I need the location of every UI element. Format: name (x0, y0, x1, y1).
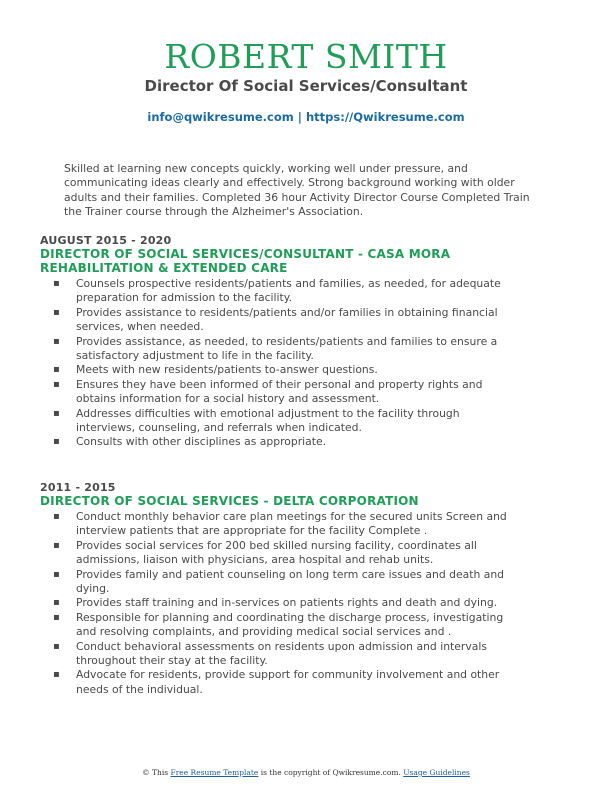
contact-line (0, 110, 612, 124)
summary-paragraph: Skilled at learning new concepts quickly, working well under pressure, and communicating ideas clearly and effectively. Strong background working with older adults and their families. Completed 36 hour Activity Director Course Completed Train the Trainer course through the Alzheimer's Association. (64, 162, 530, 219)
bullet-icon: ▪ (53, 669, 60, 681)
duty-text: Consults with other disciplines as appropriate. (76, 435, 327, 449)
footer-middle: is the copyright of Qwikresume.com. (258, 768, 404, 777)
job-title: DIRECTOR OF SOCIAL SERVICES/CONSULTANT - CASA MORA REHABILITATION & EXTENDED CARE (40, 247, 451, 275)
job-title: DIRECTOR OF SOCIAL SERVICES - DELTA CORPORATION (40, 494, 419, 508)
bullet-icon: ▪ (53, 640, 60, 652)
resume-header (0, 38, 612, 124)
duty-item (53, 363, 530, 377)
duty-text: Provides assistance to residents/patients and/or families in obtaining financial services, when needed. (76, 305, 498, 334)
duty-text: Conduct behavioral assessments on residents upon admission and intervals throughout their stay at the facility. (76, 639, 487, 668)
duty-text: Provides family and patient counseling on long term care issues and death and dying. (76, 567, 505, 596)
candidate-name: ROBERT SMITH (164, 37, 448, 76)
duty-text: Addresses difficulties with emotional adjustment to the facility through interviews, counseling, and referrals when indicated. (76, 406, 460, 435)
bullet-icon: ▪ (53, 364, 60, 376)
duty-text: Provides assistance, as needed, to residents/patients and families to ensure a satisfactory adjustment to life in the facility. (76, 334, 498, 363)
bullet-icon: ▪ (53, 335, 60, 347)
duty-item (53, 668, 530, 697)
duty-item (53, 510, 530, 539)
duty-text: Conduct monthly behavior care plan meetings for the secured units Screen and interview patients that are appropriate for the facility Complete . (76, 510, 507, 538)
experience-entry (40, 234, 530, 450)
bullet-icon: ▪ (53, 278, 60, 289)
duty-item (53, 406, 530, 436)
duties-list (40, 510, 530, 697)
candidate-title: Director Of Social Services/Consultant (144, 77, 468, 95)
duty-item (53, 277, 530, 306)
duty-text: Ensures they have been informed of their personal and property rights and obtains information for a social history and assessment. (76, 377, 483, 406)
duty-text: Provides social services for 200 bed skilled nursing facility, coordinates all admissions, liaison with physicians, area hospital and rehab units. (76, 538, 477, 567)
email-link[interactable]: info@qwikresume.com (147, 110, 294, 124)
duty-text: Advocate for residents, provide support for community involvement and other needs of the individual. (76, 668, 500, 696)
duty-text: Counsels prospective residents/patients and families, as needed, for adequate preparation for admission to the facility. (76, 277, 501, 305)
bullet-icon: ▪ (53, 407, 60, 419)
usage-guidelines-link[interactable]: Usage Guidelines (403, 768, 470, 777)
job-date: 2011 - 2015 (40, 481, 116, 494)
bullet-icon: ▪ (53, 378, 60, 390)
duty-text: Provides staff training and in-services on patients rights and death and dying. (76, 596, 498, 610)
duty-text: Responsible for planning and coordinating the discharge process, investigating and resolving complaints, and providing medical social services and . (76, 610, 504, 639)
job-date: AUGUST 2015 - 2020 (40, 234, 172, 247)
footer-prefix: © This (142, 768, 171, 777)
duties-list (40, 277, 530, 450)
bullet-icon: ▪ (53, 511, 60, 522)
duty-item (53, 435, 530, 449)
bullet-icon: ▪ (53, 597, 60, 609)
bullet-icon: ▪ (53, 539, 60, 551)
bullet-icon: ▪ (53, 436, 60, 448)
duty-item (53, 538, 530, 568)
duty-item (53, 567, 530, 597)
website-link[interactable]: https://Qwikresume.com (305, 110, 465, 124)
bullet-icon: ▪ (53, 306, 60, 318)
bullet-icon: ▪ (53, 611, 60, 623)
free-resume-template-link[interactable]: Free Resume Template (170, 768, 259, 777)
experience-entry (40, 481, 530, 697)
copyright-footer (0, 768, 612, 777)
duty-item (53, 377, 530, 407)
bullet-icon: ▪ (53, 568, 60, 580)
duty-item (53, 610, 530, 640)
contact-separator: | (293, 110, 306, 124)
duty-item (53, 596, 530, 610)
duty-item (53, 639, 530, 669)
duty-item (53, 334, 530, 364)
duty-item (53, 305, 530, 335)
duty-text: Meets with new residents/patients to-answer questions. (76, 363, 378, 377)
